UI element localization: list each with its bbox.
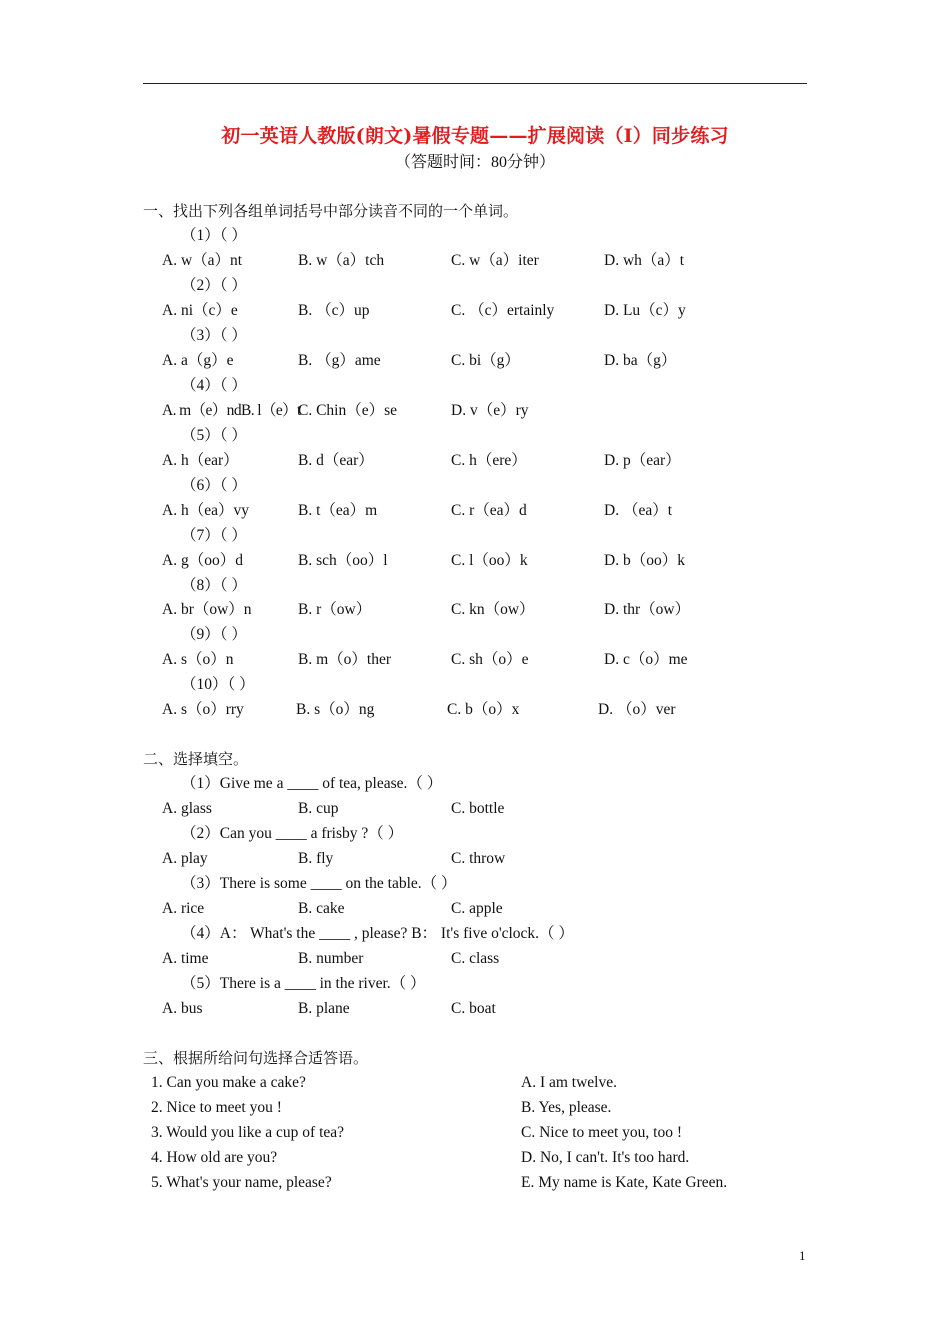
q2-option-b: B. （c）up xyxy=(298,302,370,319)
s2-q2-text: （2）Can you ____ a frisby ?（ ） xyxy=(181,825,404,842)
s3-answer: C. Nice to meet you, too ! xyxy=(521,1124,682,1141)
q10-option-b: B. s（o）ng xyxy=(296,701,375,718)
q9-option-b: B. m（o）ther xyxy=(298,651,391,668)
q4-option-c: C. Chin（e）se xyxy=(298,402,398,419)
s2-q2-option-a: A. play xyxy=(162,850,208,867)
s2-q2-option-b: B. fly xyxy=(298,850,334,867)
section3-heading: 三、根据所给问句选择合适答语。 xyxy=(143,1049,369,1067)
s3-question: 4. How old are you? xyxy=(151,1149,278,1166)
s2-q5-option-b: B. plane xyxy=(298,1000,350,1017)
q6-option-a: A. h（ea）vy xyxy=(162,502,249,519)
q7-option-a: A. g（oo）d xyxy=(162,552,243,569)
q8-option-a: A. br（ow）n xyxy=(162,601,252,618)
s3-answer: A. I am twelve. xyxy=(521,1074,617,1091)
q5-option-a: A. h（ear） xyxy=(162,452,239,469)
q4-option-ab: A. m（e）ndB. l（e）t xyxy=(162,402,301,419)
q8-option-d: D. thr（ow） xyxy=(604,601,691,618)
s2-q1-option-c: C. bottle xyxy=(451,800,505,817)
q5-option-b: B. d（ear） xyxy=(298,452,374,469)
document-title: 初一英语人教版(朗文)暑假专题——扩展阅读（I）同步练习 xyxy=(221,125,729,147)
q6-option-d: D. （ea）t xyxy=(604,502,673,519)
q2-number: （2）（ ） xyxy=(181,277,247,294)
s3-answer: B. Yes, please. xyxy=(521,1099,612,1116)
q8-option-c: C. kn（ow） xyxy=(451,601,535,618)
s2-q4-option-c: C. class xyxy=(451,950,500,967)
q3-option-c: C. bi（g） xyxy=(451,352,520,369)
s2-q1-text: （1）Give me a ____ of tea, please.（ ） xyxy=(181,775,443,792)
q4-option-d: D. v（e）ry xyxy=(451,402,529,419)
q4-number: （4）（ ） xyxy=(181,377,247,394)
s3-question: 1. Can you make a cake? xyxy=(151,1074,306,1091)
q7-option-d: D. b（oo）k xyxy=(604,552,685,569)
q3-option-d: D. ba（g） xyxy=(604,352,677,369)
s2-q3-option-c: C. apple xyxy=(451,900,503,917)
q10-option-c: C. b（o）x xyxy=(447,701,520,718)
s2-q4-text: （4）A： What's the ____ , please? B： It's five o'clock.（ ） xyxy=(181,925,574,942)
s3-question: 3. Would you like a cup of tea? xyxy=(151,1124,345,1141)
s2-q4-option-b: B. number xyxy=(298,950,364,967)
q8-option-b: B. r（ow） xyxy=(298,601,372,618)
s2-q3-option-a: A. rice xyxy=(162,900,205,917)
s3-answer: D. No, I can't. It's too hard. xyxy=(521,1149,690,1166)
q9-number: （9）（ ） xyxy=(181,626,247,643)
q2-option-c: C. （c）ertainly xyxy=(451,302,555,319)
s2-q1-option-b: B. cup xyxy=(298,800,339,817)
q6-option-b: B. t（ea）m xyxy=(298,502,378,519)
s3-answer: E. My name is Kate, Kate Green. xyxy=(521,1174,728,1191)
q9-option-d: D. c（o）me xyxy=(604,651,688,668)
q1-option-a: A. w（a）nt xyxy=(162,252,243,269)
q5-number: （5）（ ） xyxy=(181,427,247,444)
s2-q5-option-c: C. boat xyxy=(451,1000,496,1017)
s2-q5-text: （5）There is a ____ in the river.（ ） xyxy=(181,975,426,992)
q9-option-a: A. s（o）n xyxy=(162,651,234,668)
section2-heading: 二、选择填空。 xyxy=(143,750,249,768)
s2-q3-option-b: B. cake xyxy=(298,900,345,917)
time-note: （答题时间：80分钟） xyxy=(394,154,555,171)
q3-number: （3）（ ） xyxy=(181,327,247,344)
q5-option-d: D. p（ear） xyxy=(604,452,681,469)
q1-option-b: B. w（a）tch xyxy=(298,252,385,269)
q9-option-c: C. sh（o）e xyxy=(451,651,529,668)
section1-heading: 一、找出下列各组单词括号中部分读音不同的一个单词。 xyxy=(143,202,519,220)
q3-option-b: B. （g）ame xyxy=(298,352,381,369)
q3-option-a: A. a（g）e xyxy=(162,352,234,369)
q1-option-d: D. wh（a）t xyxy=(604,252,685,269)
q5-option-c: C. h（ere） xyxy=(451,452,527,469)
s2-q4-option-a: A. time xyxy=(162,950,209,967)
page-number: 1 xyxy=(799,1248,806,1263)
q10-option-d: D. （o）ver xyxy=(598,701,676,718)
s2-q5-option-a: A. bus xyxy=(162,1000,203,1017)
s3-question: 5. What's your name, please? xyxy=(151,1174,332,1191)
q7-option-c: C. l（oo）k xyxy=(451,552,528,569)
q10-option-a: A. s（o）rry xyxy=(162,701,244,718)
s2-q1-option-a: A. glass xyxy=(162,800,212,817)
q7-number: （7）（ ） xyxy=(181,527,247,544)
s2-q2-option-c: C. throw xyxy=(451,850,506,867)
s3-question: 2. Nice to meet you ! xyxy=(151,1099,282,1116)
q10-number: （10）（ ） xyxy=(181,676,255,693)
q2-option-a: A. ni（c）e xyxy=(162,302,238,319)
header-rule xyxy=(143,83,807,84)
q1-number: （1）（ ） xyxy=(181,227,247,244)
q6-option-c: C. r（ea）d xyxy=(451,502,527,519)
q8-number: （8）（ ） xyxy=(181,577,247,594)
q2-option-d: D. Lu（c）y xyxy=(604,302,686,319)
q6-number: （6）（ ） xyxy=(181,477,247,494)
s2-q3-text: （3）There is some ____ on the table.（ ） xyxy=(181,875,457,892)
q1-option-c: C. w（a）iter xyxy=(451,252,539,269)
q7-option-b: B. sch（oo）l xyxy=(298,552,388,569)
